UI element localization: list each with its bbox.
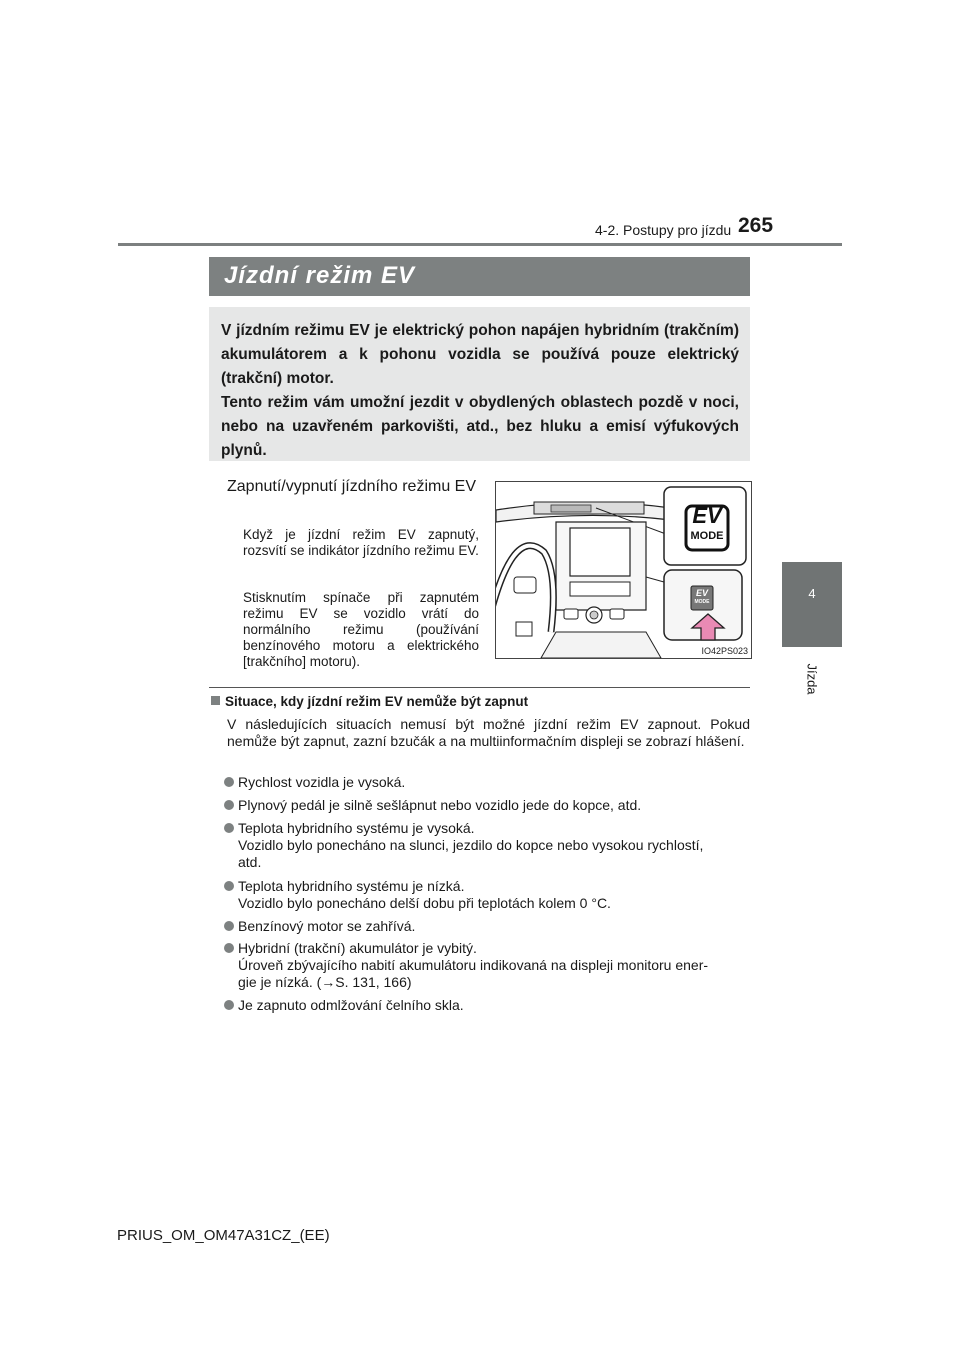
conditions-intro: V následujících situacích nemusí být možné jízdní režim EV zapnout. Pokud nemůže být zapnut, zazní bzučák a na multiinformačním displeji se zobrazí hlášení. [227, 716, 750, 749]
chapter-number: 4 [808, 586, 816, 601]
ev-mode-small-label-bottom: MODE [694, 599, 710, 605]
square-bullet-icon [211, 696, 220, 705]
ev-mode-button-label-bottom: MODE [690, 530, 724, 542]
bullet-icon [224, 943, 234, 953]
bullet-icon [224, 800, 234, 810]
list-item-line: Rychlost vozidla je vysoká. [238, 774, 406, 790]
list-item-line: Teplota hybridního systému je nízká. [238, 878, 465, 894]
list-item-line: gie je nízká. (→S. 131, 166) [238, 974, 412, 990]
list-item-line: Hybridní (trakční) akumulátor je vybitý. [238, 940, 477, 956]
toggle-paragraph: Když je jízdní režim EV zapnutý, rozsvítí se indikátor jízdního režimu EV. [243, 527, 479, 558]
bullet-icon [224, 881, 234, 891]
list-item-line: Benzínový motor se zahřívá. [238, 918, 416, 934]
list-item-line: Vozidlo bylo ponecháno delší dobu při teplotách kolem 0 °C. [238, 895, 611, 911]
ev-mode-button-label-top: EV [692, 503, 722, 528]
header-rule [118, 243, 842, 246]
toggle-heading: Zapnutí/vypnutí jízdního režimu EV [227, 478, 477, 495]
page-number: 265 [738, 214, 774, 237]
footer-document-code: PRIUS_OM_OM47A31CZ_(EE) [117, 1227, 330, 1244]
list-item-line: Je zapnuto odmlžování čelního skla. [238, 997, 464, 1013]
bullet-icon [224, 921, 234, 931]
chapter-label-text: Jízda [804, 663, 820, 695]
section-divider [209, 687, 750, 688]
intro-box [209, 307, 750, 461]
list-item-line: Vozidlo bylo ponecháno na slunci, jezdilo do kopce nebo vysokou rychlostí, [238, 837, 704, 853]
toggle-paragraph: Stisknutím spínače při zapnutém režimu EV se vozidlo vrátí do normálního režimu (používání benzínového motoru a elektrického [trakčního] motoru). [243, 590, 479, 669]
conditions-heading [211, 694, 528, 709]
ev-mode-small-label-top: EV [695, 588, 708, 598]
chapter-label [801, 648, 823, 710]
list-item-line: Plynový pedál je silně sešlápnut nebo vozidlo jede do kopce, atd. [238, 797, 642, 813]
section-title: Jízdní režim EV [224, 262, 416, 289]
list-item-line: Teplota hybridního systému je vysoká. [238, 820, 475, 836]
figure-code: IO42PS023 [701, 646, 748, 656]
intro-paragraph: Tento režim vám umožní jezdit v obydlených oblastech pozdě v noci, nebo na uzavřeném parkovišti, atd., bez hluku a emisí výfukových plynů. [221, 394, 739, 459]
conditions-heading-text: Situace, kdy jízdní režim EV nemůže být zapnut [225, 694, 529, 709]
ev-mode-switch-illustration [495, 481, 752, 659]
chapter-tab [782, 562, 842, 647]
section-title-bar [209, 257, 750, 296]
section-reference: 4-2. Postupy pro jízdu [595, 222, 732, 238]
bullet-icon [224, 823, 234, 833]
bullet-icon [224, 1000, 234, 1010]
list-item-line: atd. [238, 854, 262, 870]
bullet-icon [224, 777, 234, 787]
intro-paragraph: V jízdním režimu EV je elektrický pohon napájen hybridním (trakčním) akumulátorem a k pohonu vozidla se používá pouze elektrický (trakční) motor. [221, 322, 739, 387]
list-item-line: Úroveň zbývajícího nabití akumulátoru indikovaná na displeji monitoru ener- [238, 957, 709, 973]
